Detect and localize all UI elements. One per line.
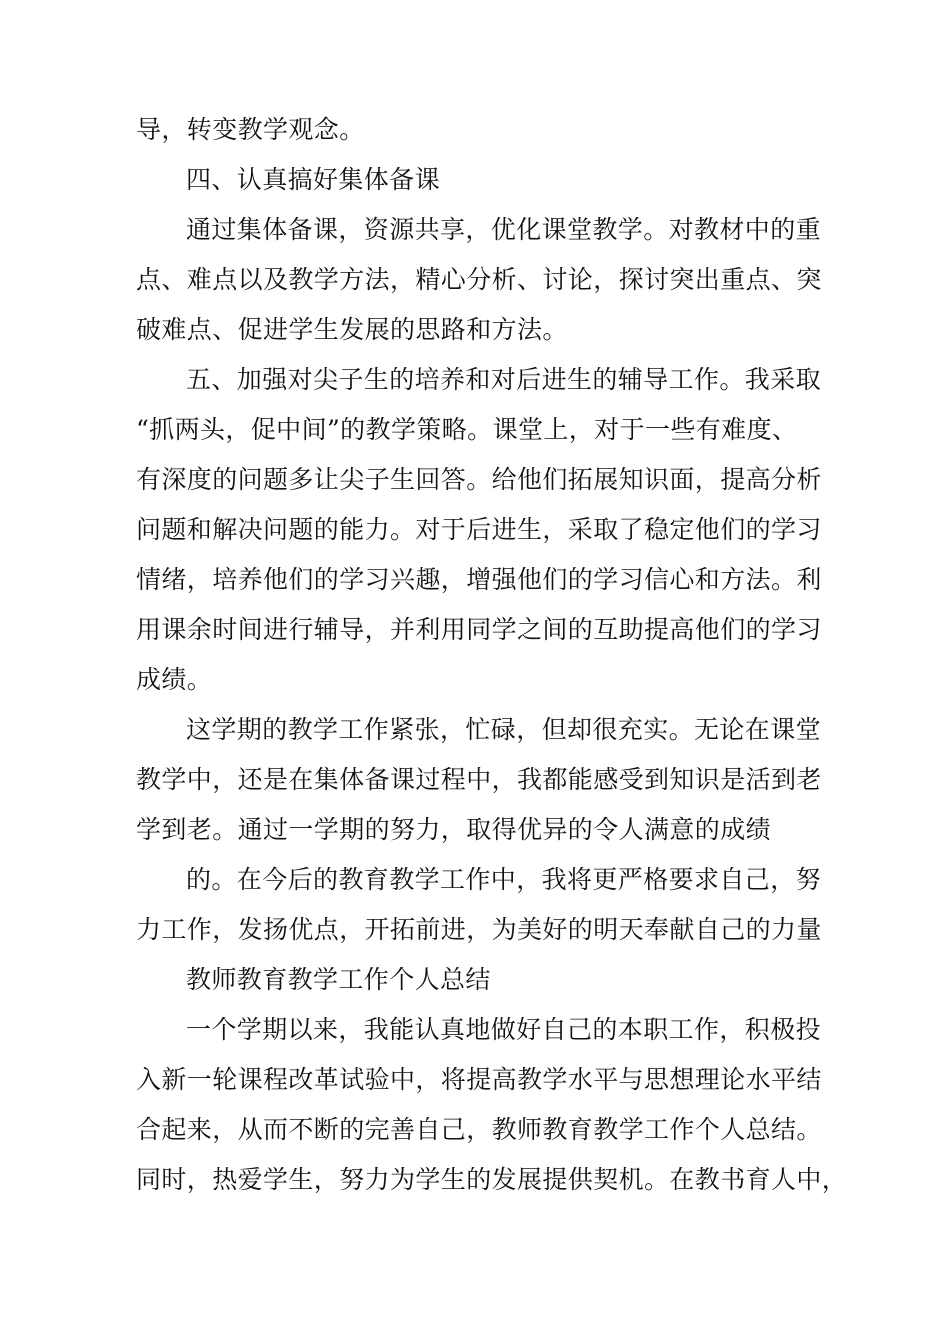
text-line: 点、难点以及教学方法，精心分析、讨论，探讨突出重点、突 <box>136 265 822 294</box>
text-line: 入新一轮课程改革试验中，将提高教学水平与思想理论水平结 <box>136 1065 822 1094</box>
section-heading: 四、认真搞好集体备课 <box>186 165 441 194</box>
text-line: 破难点、促进学生发展的思路和方法。 <box>136 315 568 344</box>
text-line: “抓两头，促中间”的教学策略。课堂上，对于一些有难度、 <box>136 415 798 444</box>
text-line: 情绪，培养他们的学习兴趣，增强他们的学习信心和方法。利 <box>136 565 822 594</box>
text-line: 力工作，发扬优点，开拓前进，为美好的明天奉献自己的力量 <box>136 915 822 944</box>
text-line: 这学期的教学工作紧张，忙碌，但却很充实。无论在课堂 <box>186 715 822 744</box>
document-title: 教师教育教学工作个人总结 <box>186 965 491 994</box>
text-line: 学到老。通过一学期的努力，取得优异的令人满意的成绩 <box>136 815 772 844</box>
text-line: 合起来，从而不断的完善自己，教师教育教学工作个人总结。 <box>136 1115 822 1144</box>
text-line: 一个学期以来，我能认真地做好自己的本职工作，积极投 <box>186 1015 822 1044</box>
text-line: 的。在今后的教育教学工作中，我将更严格要求自己，努 <box>186 865 822 894</box>
text-line: 五、加强对尖子生的培养和对后进生的辅导工作。我采取 <box>186 365 822 394</box>
text-line: 成绩。 <box>136 665 213 694</box>
text-line: 通过集体备课，资源共享，优化课堂教学。对教材中的重 <box>186 215 822 244</box>
text-line: 教学中，还是在集体备课过程中，我都能感受到知识是活到老 <box>136 765 822 794</box>
text-line: 问题和解决问题的能力。对于后进生，采取了稳定他们的学习 <box>136 515 822 544</box>
text-line: 导，转变教学观念。 <box>136 115 365 144</box>
text-line: 用课余时间进行辅导，并利用同学之间的互助提高他们的学习 <box>136 615 822 644</box>
text-line: 同时，热爱学生，努力为学生的发展提供契机。在教书育人中， <box>136 1165 848 1194</box>
text-line: 有深度的问题多让尖子生回答。给他们拓展知识面，提高分析 <box>136 465 822 494</box>
